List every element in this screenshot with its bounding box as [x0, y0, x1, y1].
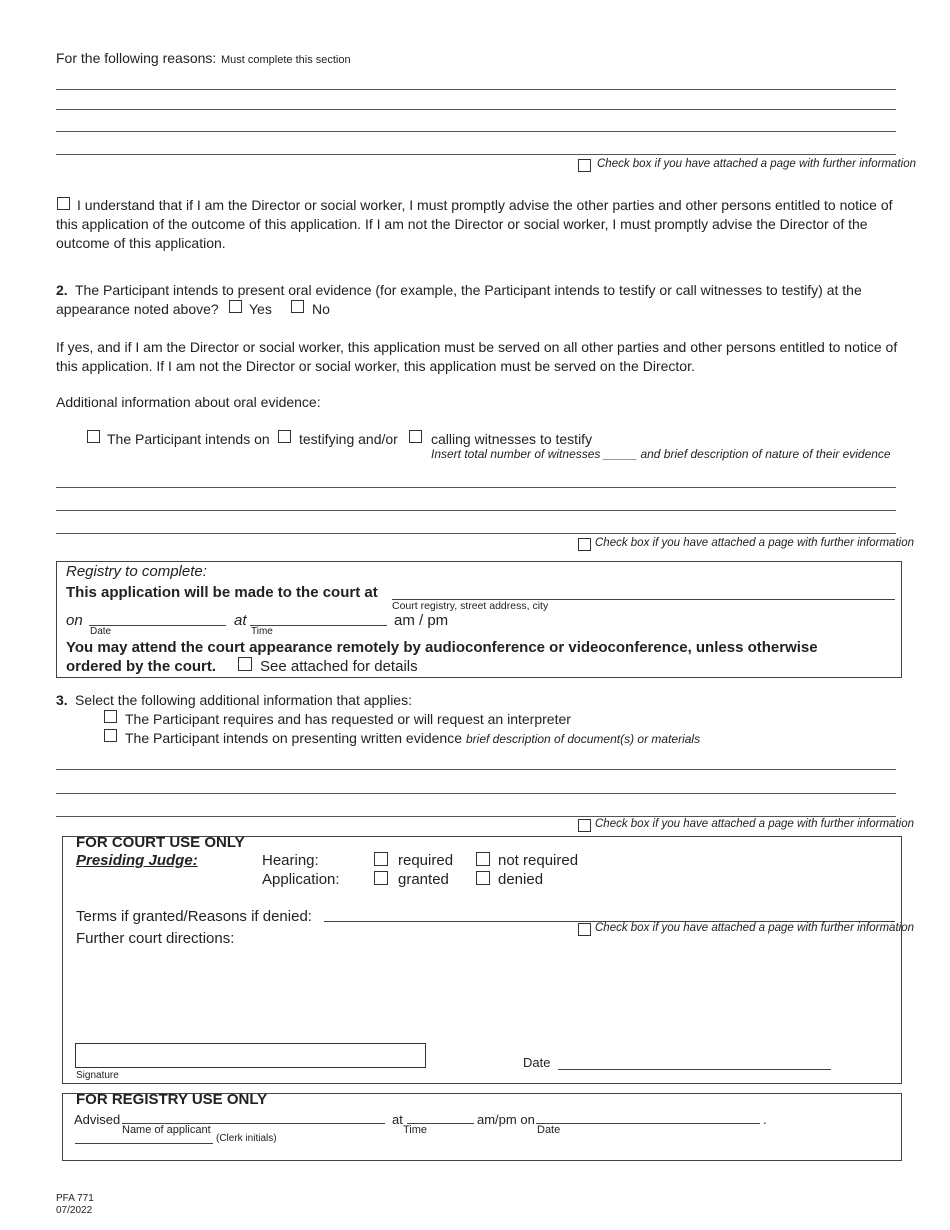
reasons-line-3[interactable]: [56, 131, 896, 132]
hearing-required-checkbox[interactable]: [374, 852, 388, 866]
application-label: Application:: [262, 871, 340, 888]
reasons-label: For the following reasons:: [56, 50, 217, 66]
form-date: 07/2022: [56, 1205, 93, 1216]
understand-text: I understand that if I am the Director or social worker, I must promptly advise the other parties and other persons entitled to notice of this application of the outcome of this application. If I am not the Director or social worker, I must promptly advise the Director of the outcome of this application.: [56, 197, 893, 251]
oral-evidence-line-3[interactable]: [56, 533, 896, 534]
written-line-3[interactable]: [56, 816, 896, 817]
written-line-1[interactable]: [56, 769, 896, 770]
q2-number: 2.: [56, 282, 68, 298]
clerk-initials-field[interactable]: [75, 1143, 213, 1144]
court-date-label: Date: [523, 1055, 551, 1070]
registry-time-caption: Time: [403, 1124, 428, 1136]
oral-attach-checkbox[interactable]: [578, 538, 591, 551]
interpreter-label: The Participant requires and has requested or will request an interpreter: [125, 711, 571, 727]
calling-witnesses-checkbox[interactable]: [409, 430, 422, 443]
application-granted-label: granted: [398, 871, 449, 888]
registry-use-heading: FOR REGISTRY USE ONLY: [76, 1091, 268, 1108]
oral-evidence-line-1[interactable]: [56, 487, 896, 488]
time-caption: Time: [251, 626, 273, 637]
further-directions-label: Further court directions:: [76, 930, 235, 947]
q3-text: Select the following additional information that applies:: [75, 692, 412, 708]
registry-ampm-label: am/pm on: [477, 1112, 535, 1127]
ampm-label: am / pm: [394, 612, 449, 629]
reasons-hint: Must complete this section: [221, 54, 351, 66]
hearing-label: Hearing:: [262, 852, 319, 869]
court-address-caption: Court registry, street address, city: [392, 600, 549, 612]
reasons-line-2[interactable]: [56, 109, 896, 110]
application-denied-checkbox[interactable]: [476, 871, 490, 885]
see-attached-checkbox[interactable]: [238, 657, 252, 671]
witness-note: Insert total number of witnesses _____ and brief description of nature of their evidence: [431, 447, 891, 461]
q2-if-yes-text: If yes, and if I am the Director or social worker, this application must be served on all other parties and other persons entitled to notice of this application. If I am not the Director or social worker, this application must be served on the Director.: [56, 339, 898, 374]
intends-on-checkbox[interactable]: [87, 430, 100, 443]
hearing-not-required-label: not required: [498, 852, 579, 869]
terms-label: Terms if granted/Reasons if denied:: [76, 908, 312, 925]
written-line-2[interactable]: [56, 793, 896, 794]
court-date-field[interactable]: [558, 1069, 831, 1070]
registry-date-field[interactable]: [536, 1123, 760, 1124]
registry-at-label: at: [392, 1112, 403, 1127]
remote-line1: You may attend the court appearance remotely by audioconference or videoconference, unless otherwise: [66, 639, 818, 656]
written-attach-note: Check box if you have attached a page with further information: [595, 818, 914, 830]
court-attach-checkbox[interactable]: [578, 923, 591, 936]
remote-line2: ordered by the court.: [66, 658, 217, 675]
applicant-name-caption: Name of applicant: [122, 1124, 211, 1136]
registry-period: .: [763, 1112, 767, 1127]
q3-number: 3.: [56, 692, 68, 708]
q2-text-line1: The Participant intends to present oral evidence (for example, the Participant intends to testify or call witnesses to testify) at the: [75, 282, 862, 298]
written-evidence-checkbox[interactable]: [104, 729, 117, 742]
court-attach-note: Check box if you have attached a page with further information: [595, 922, 914, 934]
written-attach-checkbox[interactable]: [578, 819, 591, 832]
registry-at: at: [234, 612, 247, 629]
reasons-attach-note: Check box if you have attached a page with further information: [597, 158, 916, 170]
signature-caption: Signature: [76, 1070, 119, 1081]
q2-no-checkbox[interactable]: [291, 300, 304, 313]
presiding-judge-label: Presiding Judge:: [76, 852, 198, 869]
hearing-required-label: required: [398, 852, 454, 869]
date-caption: Date: [90, 626, 112, 637]
q2-text-line2: appearance noted above?: [56, 301, 219, 317]
written-evidence-note: brief description of document(s) or materials: [466, 732, 701, 746]
registry-made-to: This application will be made to the court at: [66, 584, 378, 601]
signature-field[interactable]: [75, 1043, 426, 1068]
hearing-not-required-checkbox[interactable]: [476, 852, 490, 866]
q2-yes-label: Yes: [249, 301, 272, 317]
application-denied-label: denied: [498, 871, 544, 888]
registry-heading: Registry to complete:: [66, 563, 207, 580]
oral-attach-note: Check box if you have attached a page with further information: [595, 537, 914, 549]
intends-on-label: The Participant intends on: [107, 431, 270, 447]
clerk-initials-caption: (Clerk initials): [216, 1133, 277, 1144]
oral-evidence-line-2[interactable]: [56, 510, 896, 511]
interpreter-checkbox[interactable]: [104, 710, 117, 723]
calling-witnesses-label: calling witnesses to testify: [431, 431, 593, 447]
form-number: PFA 771: [56, 1193, 94, 1204]
court-use-heading: FOR COURT USE ONLY: [76, 834, 245, 851]
testifying-label: testifying and/or: [299, 431, 398, 447]
advised-label: Advised: [74, 1112, 121, 1127]
registry-date-caption: Date: [537, 1124, 561, 1136]
q2-no-label: No: [312, 301, 330, 317]
reasons-line-1[interactable]: [56, 89, 896, 90]
registry-on: on: [66, 612, 83, 629]
q2-additional-label: Additional information about oral evidence:: [56, 394, 321, 410]
testifying-checkbox[interactable]: [278, 430, 291, 443]
q2-yes-checkbox[interactable]: [229, 300, 242, 313]
reasons-attach-checkbox[interactable]: [578, 159, 591, 172]
written-evidence-label: The Participant intends on presenting written evidence: [125, 730, 462, 746]
see-attached-label: See attached for details: [260, 658, 418, 675]
reasons-line-4[interactable]: [56, 154, 896, 155]
application-granted-checkbox[interactable]: [374, 871, 388, 885]
